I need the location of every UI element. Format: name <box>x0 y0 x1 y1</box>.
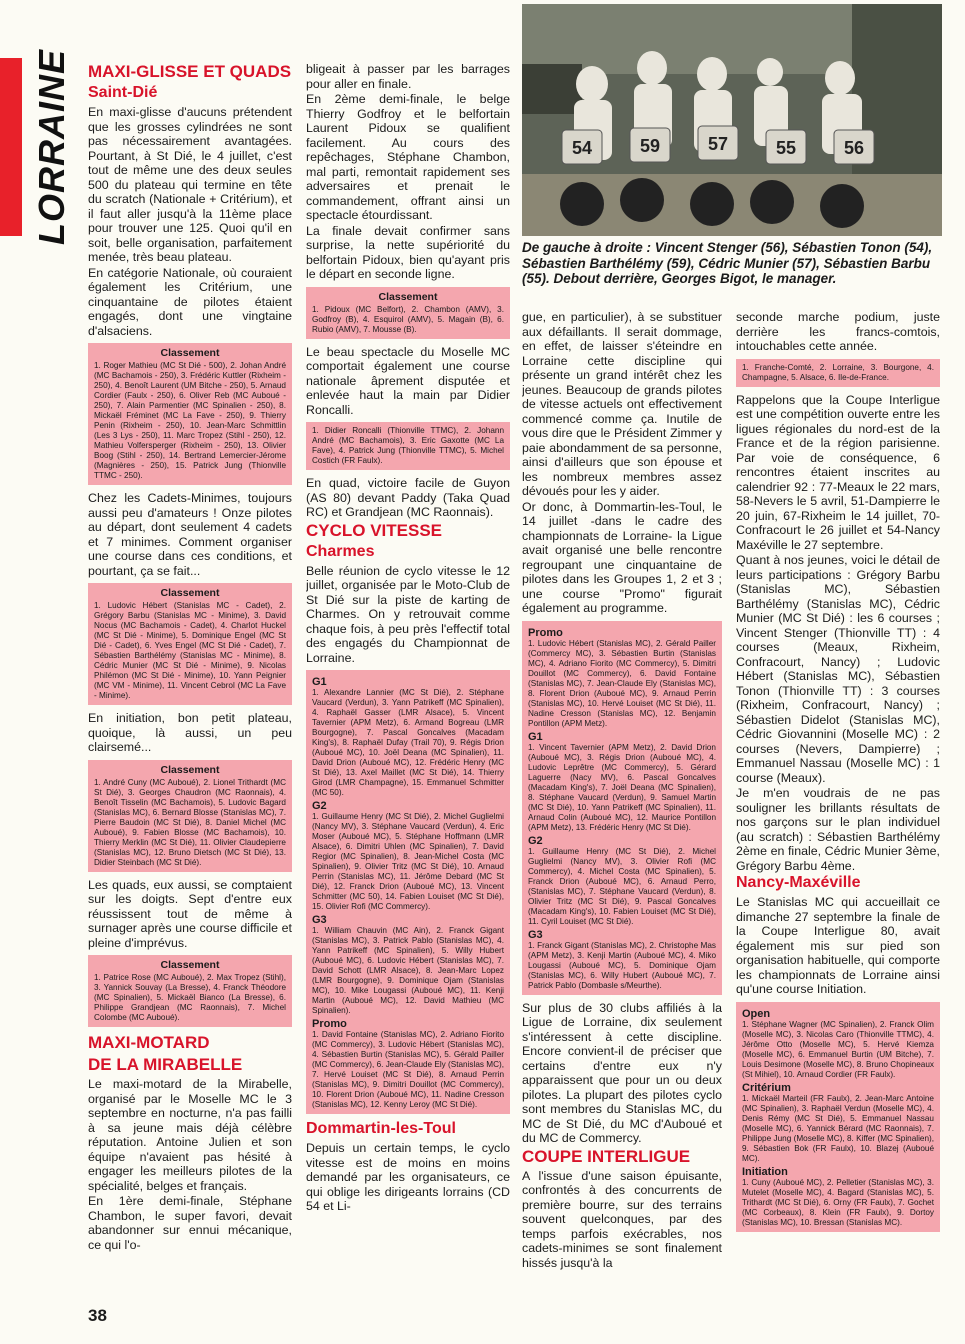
paragraph: Je m'en voudrais de ne pas souligner les brillants résultats de nos garçons sur le plan individuel (au scratch) : Sébastien Barthélémy 2ème en finale, Cédric Munier 3ème, Grégory Barbu 4ème. <box>736 786 940 873</box>
paragraph: Les quads, eux aussi, se comptaient sur les doigts. Sept d'entre eux réussissent tout de même à surnager après une course difficile et pleine d'imprévus. <box>88 877 292 950</box>
results-box <box>88 955 292 1027</box>
paragraph: Rappelons que la Coupe Interligue est une compétition ouverte entre les ligues régionales du nord-est de la France et de la région parisienne. Par voie de conséquence, 6 rencontres étaient inscrites au calendrier 92 : 77-Meaux le 22 mars, 58-Nevers le 5 avril, 51-Dampierre le 20 juin, 67-Rixheim le 14 juillet, 70-Confracourt le 26 juillet et 54-Nancy Maxéville le 27 septembre. <box>736 392 940 552</box>
page-number: 38 <box>88 1306 107 1325</box>
results-box <box>736 1002 940 1232</box>
group-title: Promo <box>312 1018 347 1030</box>
results-box <box>306 287 510 339</box>
paragraph: En quad, victoire facile de Guyon (AS 80) devant Paddy (Taka Quad RC) et Grandjean (MC Raonnais). <box>306 476 510 519</box>
column-4 <box>736 310 940 1302</box>
heading-mirabelle: DE LA MIRABELLE <box>88 1055 243 1074</box>
paragraph: Le Stanislas MC qui accueillait ce dimanche 27 septembre la finale de la Coupe Interligue 80, avait également mis sur pied son organisation habituelle, qui comporte les championnats de Lorraine ainsi qu'une course Initiation. <box>736 895 940 996</box>
box-body: 1. Pidoux (MC Belfort), 2. Chambon (AMV), 3. Godfroy (B), 4. Esquirol (AMV), 5. Magain (B), 6. Rubio (AMV), 7. Mousse (B). <box>312 304 504 334</box>
group-title: Critérium <box>742 1081 791 1094</box>
paragraph: En 2ème demi-finale, le belge Thierry Godfroy et le belfortain Laurent Pidoux se qualifient facilement. Au cours des repêchages, Stéphane Chambon, mal parti, remontait rapidement ses adversaires et prenait le commandement, offrant ainsi un spectacle étourdissant. <box>306 92 510 222</box>
box-body: 1. André Cuny (MC Auboué), 2. Lionel Trithardt (MC St Dié), 3. Georges Chaudron (MC Raonnais), 4. Benoît Tisselin (MC Bachamois), 5. Ludovic Bagard (Stanislas MC), 6. Bernard Blosse (Stanislas MC), 7. Pierre Baudoin (MC St Dié), 8. Daniel Michel (MC Auboué), 9. Fabien Blosse (MC Bachamois), 10. Thierry Merklin (MC St Dié), 11. Olivier Claudepierre (Stanislas MC), 12. Bruno Dietsch (MC St Dié), 13. Didier Steinbach (MC St Dié). <box>94 777 286 867</box>
box-body: 1. Guillaume Henry (MC St Dié), 2. Michel Guglielmi (Nancy MV), 3. Stéphane Vaucard (Verdun), 4. Eric Moser (Auboué MC), 5. Stéphane Hoffmann (LMR Alsace), 6. Dimitri Uhlen (MC Spinalien), 7. David Regior (MC Spinalien), 8. Jean-Michel Costa (MC Spinalien), 9. Olivier Tritz (MC St Dié), 10. Arnaud Perrin (Stanislas MC), 11. Jérôme Debard (MC St Dié), 12. Franck Drion (Auboué MC), 13. Vincent Schmitter (MC 50), 14. Fabien Louiset (MC St Dié), 15. Olivier Rofi (MC Commercy). <box>312 812 504 911</box>
paragraph: Quant à nos jeunes, voici le détail de leurs participations : Grégory Barbu (Stanislas MC), Sébastien Barthélémy (Stanislas MC), Cédric Munier (MC St Dié) : les 6 courses ; Vincent Stenger (Thionville TT) : 4 courses (Meaux, Rixheim, Confracourt, Nancy) ; Ludovic Hébert (Stanislas MC), Sébastien Tonon (Thionville TT) : 3 courses (Rixheim, Confracourt, Nancy) ; Sébastien Didelot (Stanislas MC), Cédric Giovannini (Moselle MC) : 2 courses (Nevers, Dampierre) ; Emmanuel Nassau (Moselle MC) : 1 course (Meaux). <box>736 553 940 785</box>
box-body: 1. Guillaume Henry (MC St Dié), 2. Michel Guglielmi (Nancy MV), 3. Olivier Rofi (MC Commercy), 4. Michel Costa (MC Spinalien), 5. Franck Drion (Auboué MC), 6. Arnaud Perro, (Stanislas MC), 7. Stéphane Vaucard (Verdun), 8. Olivier Tritz (MC St Dié), 9. Pascal Goncalves (Macadam King's), 10. Fabien Louiset (MC St Dié), 11. Cyril Louiset (MC St Dié). <box>528 846 716 926</box>
paragraph: Chez les Cadets-Minimes, toujours aussi peu d'amateurs ! Onze pilotes au départ, dont seulement 4 cadets et 7 minimes. Comment organiser une course dans ces conditions, et pourtant, ça se fait... <box>88 491 292 578</box>
box-body: 1. Mickaël Marteil (FR Faulx), 2. Jean-Marc Antoine (MC Spinalien), 3. Raphaël Verdun (Moselle MC), 4. Denis Rémy (MC St Dié), 5. Emmanuel Nassau (Moselle MC), 6. Yannick Bérard (MC Raonnais), 7. Philippe Jung (Moselle MC), 8. Kiffer (MC Spinalien), 9. Sébastien Bok (FR Faulx), 10. Blazej (Auboué MC). <box>742 1093 934 1163</box>
paragraph: En catégorie Nationale, où couraient également les Critérium, une cinquantaine de pilotes étaient engagés, dont une vingtaine d'alsaciens. <box>88 265 292 338</box>
paragraph: A l'issue d'une saison épuisante, confrontés à des concurrents de première bourre, sur des terrains souvent quelconques, par des temps parfois exécrables, nos cadets-minimes se sont finalement hissés jusqu'à la <box>522 1168 722 1270</box>
box-body: 1. Didier Roncalli (Thionville TTMC), 2. Johann André (MC Bachamois), 3. Eric Gaxotte (MC La Fave), 4. Patrick Jung (Thionville TTMC), 5. Michel Costich (FR Faulx). <box>312 426 504 465</box>
box-title: Classement <box>378 290 438 303</box>
subheading-saint-die: Saint-Dié <box>88 84 158 101</box>
heading-coupe-interligue: COUPE INTERLIGUE <box>522 1146 691 1166</box>
group-title: G3 <box>312 914 327 926</box>
group-title: Initiation <box>742 1165 788 1178</box>
box-body: 1. Roger Mathieu (MC St Dié - 500), 2. Johan André (MC Bachamois - 250), 3. Frédéric Kuttler (Rixheim - 250), 4. Benoît Laurent (UM Bitche - 250), 5. Arnaud Cordier (Faulx - 250), 6. Oliver Reb (MC Auboué - 250), 7. Alain Parmentier (MC Spinalien - 250), 8. Mickaël Fréminet (MC La Fave - 250), 9. Thierry Penin (Rixheim - 250), 10. Jean-Marc Schmittlin (Les 3 Lys - 250), 11. Marc Tropez (Stihl - 250), 12. Mathieu Volfersperger (Rixheim - 250), 13. Olivier Boog (Stihl - 250), 14. Bertrand Lemercier-Jérome (Magnières - 250), 15. Patrick Jung (Thionville TTMC - 250). <box>94 361 286 480</box>
paragraph: Sur plus de 30 clubs affiliés à la Ligue de Lorraine, dix seulement s'intéressent à cette discipline. Encore convient-il de préciser que certains d'entre eux n'y apparaissent que pour un ou deux pilotes. La plupart des pilotes cyclo sont membres du Stanislas MC, du MC de St Dié, du MC d'Auboué et du MC de Commercy. <box>522 1000 722 1145</box>
paragraph: Le maxi-motard de la Mirabelle, organisé par le Moselle MC le 3 septembre en nocturne, n'a pas failli à sa jeune mais déjà célèbre réputation. Antoine Julien et son équipe n'avaient pas hésité à engager les meilleurs pilotes de la spécialité, belges et français. <box>88 1077 292 1193</box>
results-box <box>88 343 292 485</box>
paragraph: gue, en particulier), à se substituer aux défaillants. Il serait dommage, en effet, de laisser s'éteindre en Lorraine cette discipline qui présente un grand intérêt chez les jeunes. Beaucoup de grands pilotes de vitesse actuels ont effectivement commencé comme ça. Inutile de vous dire que le Président Zimmer y paie abondamment de sa personne, ainsi d'ailleurs que son épouse et les nombreux membres assez dévoués pour les y aider. <box>522 310 722 498</box>
paragraph: seconde marche podium, juste derrière les francs-comtois, intouchables cette année. <box>736 310 940 353</box>
column-3 <box>522 310 722 1302</box>
group-title: G3 <box>528 928 543 941</box>
results-box <box>736 359 940 387</box>
box-body: 1. Patrice Rose (MC Auboué), 2. Max Tropez (Stihl), 3. Yannick Souvay (La Bresse), 4. Franck Théodore (MC Spinalien), 5. Mickaël Bianco (La Bresse), 6. Philippe Grandjean (MC Raonnais), 7. Michel Colombe (MC Auboué). <box>94 973 286 1022</box>
column-1 <box>88 62 292 1302</box>
box-body: 1. Ludovic Hébert (Stanislas MC - Cadet), 2. Grégory Barbu (Stanislas MC - Minime), 3. David Nocus (MC Bachamois - Cadet), 4. Charlot Huckel (MC St Dié - Minime), 5. Dominique Engel (MC St Dié - Cadet), 6. Yves Engel (MC St Dié - Cadet), 7. Sébastien Barthélémy (Stanislas MC - Minime), 8. Cédric Munier (MC St Dié - Minime), 9. Nicolas Philémon (MC St Dié - Minime), 10. Yann Peignier (MC VM - Minime), 11. Vincent Cebrol (MC La Fave - Minime). <box>94 601 286 700</box>
box-body: 1. David Fontaine (Stanislas MC), 2. Adriano Fiorito (MC Commercy), 3. Ludovic Hébert (Stanislas MC), 4. Sébastien Burtin (Stanislas MC), 5. Gérald Pailler (MC Commercy), 6. Jean-Claude Ely (Stanislas MC), 7. Hervé Louiset (MC St Dié), 8. Arnaud Perrin (Stanislas MC), 9. Dimitri Douillot (MC Commercy), 10. Florent Drion (Auboué MC), 11. Nadine Cresson (Stanislas MC), 12. Kenny Leroy (MC St Dié). <box>312 1030 504 1109</box>
box-body: 1. Stéphane Wagner (MC Spinalien), 2. Franck Olim (Moselle MC), 3. Nicolas Caro (Thionville TTMC), 4. Jérôme Otto (Moselle MC), 5. Hervé Kiemza (Moselle MC), 6. Emmanuel Burtin (UM Bitche), 7. Louis Desimone (Moselle MC), 8. Bruno Chopineaux (St Mihiel), 10. Arnaud Cordier (FR Faulx). <box>742 1019 934 1079</box>
paragraph: Belle réunion de cyclo vitesse le 12 juillet, organisée par le Moto-Club de St Dié sur la piste de karting de Charmes. On y retrouvait comme chaque fois, à peu près l'effectif total des engagés du Championnat de Lorraine. <box>306 563 510 665</box>
paragraph: Depuis un certain temps, le cyclo vitesse est de moins en moins demandé par les organisateurs, ce qui oblige les dirigeants lorrains (CD 54 et Li- <box>306 1141 510 1213</box>
heading-maxi-glisse: MAXI-GLISSE ET QUADS <box>88 62 292 81</box>
box-body: 1. Franche-Comté, 2. Lorraine, 3. Bourgone, 4. Champagne, 5. Alsace, 6. Ile-de-France. <box>742 362 934 382</box>
heading-dommartin: Dommartin-les-Toul <box>306 1120 456 1137</box>
paragraph: En maxi-glisse d'aucuns prétendent que les grosses cylindrées ne sont pas nécessairement avantagées. Pourtant, à St Dié, le 4 juillet, c'est tout de même une des deux seules 500 du plateau qui termine en tête du scratch (Nationale + Critérium), et il faut aller jusqu'à la 11ème place pour trouver une 125. Quoi qu'il en soit, belle organisation, parfaitement menée, très beau plateau. <box>88 105 292 264</box>
paragraph: Or donc, à Dommartin-les-Toul, le 14 juillet -dans le cadre des championnats de Lorraine- la Ligue avait organisé une belle rencontre regroupant une cinquantaine de pilotes dans les Groupes 1, 2 et 3 ; une course "Promo" figurait également au programme. <box>522 499 722 615</box>
heading-cyclo-vitesse: CYCLO VITESSE <box>306 520 443 540</box>
heading-maxi-motard: MAXI-MOTARD <box>88 1033 210 1052</box>
results-box <box>88 583 292 705</box>
bib-number: 55 <box>775 138 797 158</box>
section-red-bar <box>0 58 22 236</box>
box-body: 1. Franck Gigant (Stanislas MC), 2. Christophe Mas (APM Metz), 3. Kenji Martin (Auboué MC), 4. Miko Lougassi (Auboué MC), 5. Dominique Ojam (Stanislas MC), 6. Willy Hubert (Auboué MC), 7. Patrick Pablo (Dombasle s/Meurthe). <box>528 940 716 990</box>
box-title: Classement <box>160 959 220 971</box>
group-title: Promo <box>528 626 563 639</box>
box-body: 1. Alexandre Lannier (MC St Dié), 2. Stéphane Vaucard (Verdun), 3. Yann Patrikeff (MC Spinalien), 4. Raphaël Gasser (LMR Alsace), 5. Vincent Tavernier (APM Metz), 6. Armand Bogreau (LMR Bourgogne), 7. Pascal Goncalves (Macadam King's), 8. Raphaël Dufay (Trail 70), 9. Régis Drion (Auboué MC), 10. Joël Deana (MC Spinalien), 11. David Drion (Auboué MC), 12. Frédéric Henry (MC St Dié), 13. Axel Maillet (MC St Dié), 14. Thierry Girod (LMR Champagne), 15. Emmanuel Schmitter (MC 50). <box>312 688 504 797</box>
box-title: Classement <box>160 587 220 599</box>
paragraph: En 1ère demi-finale, Stéphane Chambon, le super favori, devait abandonner sur ennui mécanique, ce qui l'o- <box>88 1194 292 1252</box>
paragraph: La finale devait confirmer sans surprise, la nette supériorité du belfortain Pidoux, bien qu'ayant pris le départ en seconde ligne. <box>306 223 510 281</box>
group-title: G2 <box>528 834 543 847</box>
box-body: 1. Ludovic Hébert (Stanislas MC), 2. Gérald Pailler (Commercy MC), 3. Sébastien Burtin (Stanislas MC), 4. Adriano Fiorito (MC Commercy), 5. Dimitri Douillot (MC Commercy), 6. David Fontaine (Stanislas MC), 7. Jean-Claude Ely (Stanislas MC), 8. Florent Drion (Auboué MC), 9. Arnaud Perrin (Stanislas MC), 10. Hervé Louiset (MC St Dié), 11. Nadine Cresson (Stanislas MC), 12. Benjamin Pontillon (APM Metz). <box>528 638 716 728</box>
group-title: Open <box>742 1007 771 1020</box>
results-box <box>88 760 292 872</box>
column-2 <box>306 62 510 1302</box>
box-body: 1. Vincent Tavernier (APM Metz), 2. David Drion (Auboué MC), 3. Régis Drion (Auboué MC), 4. Ludovic Leprêtre (MC Commercy), 5. Gérard Laguerre (Nacy MV), 6. Pascal Goncalves (Macadam King's), 7. Joël Deana (MC Spinalien), 8. Stéphane Vaucard (Verdun), 9. Samuel Martin (MC St Dié), 10. Yann Patrikeff (MC Spinalien), 11. Arnaud Colin (Auboué MC), 12. Maurice Pontillon (APM Metz), 13. Frédéric Henry (MC St Dié). <box>528 742 716 832</box>
paragraph: Le beau spectacle du Moselle MC comportait également une course nationale âprement disputée et enlevée haut la main par Didier Roncalli. <box>306 344 510 417</box>
bib-number: 54 <box>571 138 593 158</box>
riders-photo <box>522 4 942 236</box>
box-body: 1. William Chauvin (MC Ain), 2. Franck Gigant (Stanislas MC), 3. Patrick Pablo (Stanislas MC), 4. Yann Patrikeff (MC Spinalien), 5. Willy Hubert (Auboué MC), 6. Ludovic Hébert (Stanislas MC), 7. David Schott (LMR Alsace), 8. Jean-Marc Lopez (LMR Bourgogne), 9. Dominique Ojam (Stanislas MC), 10. Mike Lougassi (Auboué MC), 11. Kenji Martin (Auboué MC), 12. David Mathieu (MC Spinalien). <box>312 926 504 1015</box>
group-title: G1 <box>312 676 327 688</box>
heading-nancy-maxeville: Nancy-Maxéville <box>736 874 861 891</box>
results-box <box>306 422 510 470</box>
results-box <box>522 621 722 995</box>
group-title: G1 <box>528 730 543 743</box>
results-box <box>306 670 510 1114</box>
subheading-charmes: Charmes <box>306 542 375 560</box>
bib-number: 59 <box>639 136 661 156</box>
bib-number: 57 <box>707 134 729 154</box>
bib-number: 56 <box>843 138 865 158</box>
box-title: Classement <box>160 763 220 776</box>
section-label: LORRAINE <box>31 49 72 245</box>
photo-caption: De gauche à droite : Vincent Stenger (56), Sébastien Tonon (54), Sébastien Barthélémy (59), Cédric Munier (57), Sébastien Barbu (55). Debout derrière, Georges Bigot, le manager. <box>522 240 933 286</box>
paragraph: bligeait à passer par les barrages pour aller en finale. <box>306 62 510 91</box>
paragraph: En initiation, bon petit plateau, quoique, là aussi, un peu clairsemé... <box>88 711 292 754</box>
box-body: 1. Cuny (Auboué MC), 2. Pelletier (Stanislas MC), 3. Mutelet (Moselle MC), 4. Bagard (Stanislas MC), 5. Trithardt (MC St Dié), 6. Orny (FR Faulx), 7. Gochet (MC Corbeaux), 8. Klein (FR Faulx), 9. Dortoy (Stanislas MC), 10. Bressan (Stanislas MC). <box>742 1177 934 1227</box>
box-title: Classement <box>160 347 220 359</box>
group-title: G2 <box>312 800 327 812</box>
